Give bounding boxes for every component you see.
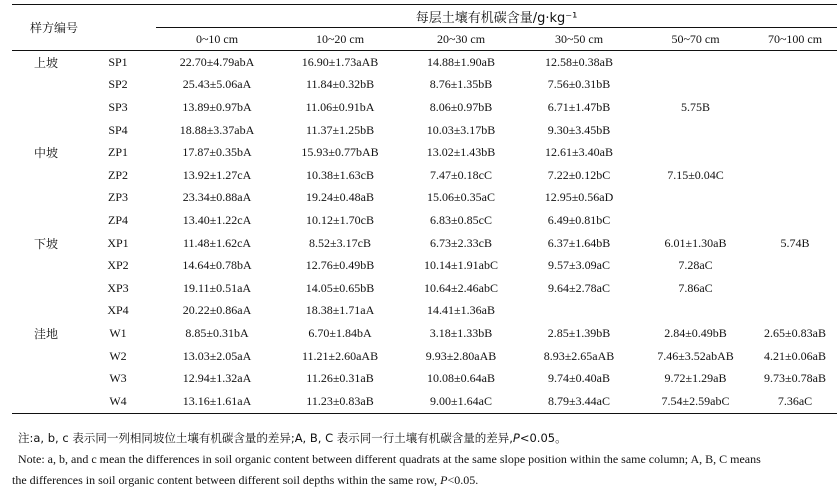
soc-value-cell: 13.40±1.22cA (182, 212, 252, 227)
table-row (12, 187, 837, 210)
table-row (12, 390, 837, 413)
table-row (12, 300, 837, 323)
table-row (12, 322, 837, 345)
quadrat-id-cell: ZP1 (108, 145, 129, 160)
slope-position-cell (12, 209, 80, 232)
soc-value-cell: 14.64±0.78bA (182, 258, 252, 273)
soc-value-cell (753, 74, 837, 97)
soc-value-cell: 6.37±1.64bB (547, 235, 611, 250)
soc-value-cell: 16.90±1.73aAB (301, 54, 379, 69)
quadrat-id-cell: SP3 (108, 99, 128, 114)
soc-value-cell (753, 300, 837, 323)
depth-header-4: 50~70 cm (671, 31, 720, 46)
soc-value-cell: 20.22±0.86aA (182, 303, 252, 318)
soc-value-cell: 8.79±3.44aC (548, 393, 610, 408)
note-en-text: the differences in soil organic content between different soil depths within the same row, (12, 473, 438, 487)
soc-group-header: 每层土壤有机碳含量/g·kg⁻¹ (156, 5, 837, 28)
soc-value-cell (753, 96, 837, 119)
table-row (12, 345, 837, 368)
slope-position-cell (12, 74, 80, 97)
quadrat-id-cell: XP3 (107, 280, 129, 295)
note-english-line1: Note: a, b, and c mean the differences in soil organic content between different quadrats at the same slope position within the same column; A, B, C means (18, 452, 761, 466)
soc-value-cell: 7.15±0.04C (667, 167, 724, 182)
soc-value-cell: 7.47±0.18cC (430, 167, 492, 182)
slope-position-cell (12, 96, 80, 119)
table-row (12, 232, 837, 255)
sample-id-header: 样方编号 (12, 5, 156, 51)
soc-value-cell: 11.06±0.91bA (305, 99, 375, 114)
slope-position-cell: 下坡 (33, 236, 58, 251)
soc-value-cell: 9.57±3.09aC (548, 258, 610, 273)
soc-value-cell: 2.85±1.39bB (547, 325, 611, 340)
slope-position-cell (12, 254, 80, 277)
soc-value-cell: 10.03±3.17bB (426, 122, 496, 137)
soc-value-cell: 9.72±1.29aB (664, 371, 727, 386)
soc-value-cell: 14.88±1.90aB (427, 54, 495, 69)
slope-position-cell (12, 345, 80, 368)
slope-position-cell (12, 277, 80, 300)
soc-value-cell: 6.70±1.84bA (308, 325, 372, 340)
soc-value-cell (638, 74, 753, 97)
note-zh-p: P (512, 431, 520, 445)
soc-value-cell (520, 300, 638, 323)
soc-value-cell: 11.37±1.25bB (305, 122, 375, 137)
table-body (12, 51, 837, 414)
table-row (12, 367, 837, 390)
soc-value-cell: 11.84±0.32bB (305, 77, 375, 92)
soc-value-cell: 9.93±2.80aAB (425, 348, 497, 363)
slope-position-cell (12, 119, 80, 142)
soc-value-cell: 13.02±1.43bB (426, 145, 496, 160)
table-row (12, 119, 837, 142)
soc-value-cell: 8.52±3.17cB (309, 235, 371, 250)
soc-value-cell: 19.24±0.48aB (306, 190, 374, 205)
soc-value-cell: 3.18±1.33bB (429, 325, 493, 340)
soc-value-cell: 22.70±4.79abA (179, 54, 255, 69)
soc-value-cell (753, 119, 837, 142)
slope-position-cell (12, 390, 80, 413)
note-zh-text: 注:a, b, c 表示同一列相同坡位土壤有机碳含量的差异;A, B, C 表示同一行土壤有机碳含量的差异, (18, 431, 513, 445)
slope-position-cell: 洼地 (33, 326, 58, 341)
note-chinese (12, 428, 834, 449)
table-notes (12, 428, 834, 491)
quadrat-id-cell: W3 (109, 371, 127, 386)
soc-value-cell: 7.56±0.31bB (547, 77, 611, 92)
table-row (12, 277, 837, 300)
depth-header-1: 10~20 cm (315, 31, 365, 46)
soc-value-cell: 12.61±3.40aB (545, 145, 613, 160)
table-row (12, 51, 837, 74)
soc-value-cell (753, 277, 837, 300)
slope-position-cell (12, 367, 80, 390)
soc-value-cell: 13.92±1.27cA (182, 167, 252, 182)
soc-value-cell: 6.83±0.85cC (430, 212, 492, 227)
soc-value-cell: 17.87±0.35bA (182, 145, 252, 160)
soc-value-cell: 10.12±1.70cB (306, 212, 374, 227)
soc-value-cell: 6.71±1.47bB (547, 99, 611, 114)
slope-position-cell (12, 300, 80, 323)
soc-value-cell: 7.54±2.59abC (661, 393, 730, 408)
soc-value-cell (753, 164, 837, 187)
soc-value-cell: 7.22±0.12bC (547, 167, 611, 182)
quadrat-id-cell: ZP3 (108, 190, 129, 205)
soc-value-cell: 6.49±0.81bC (547, 212, 611, 227)
note-en-p: P (440, 473, 448, 487)
table-row (12, 141, 837, 164)
soc-value-cell: 10.14±1.91abC (424, 258, 498, 273)
soc-value-cell: 13.89±0.97bA (182, 99, 252, 114)
quadrat-id-cell: SP2 (108, 77, 128, 92)
soc-value-cell (753, 141, 837, 164)
table-row (12, 209, 837, 232)
soc-value-cell (753, 254, 837, 277)
soc-value-cell: 2.65±0.83aB (764, 325, 826, 340)
soc-value-cell: 11.23±0.83aB (306, 393, 374, 408)
quadrat-id-cell: ZP2 (108, 167, 129, 182)
depth-header-2: 20~30 cm (436, 31, 486, 46)
soc-value-cell (638, 119, 753, 142)
soc-value-cell (753, 209, 837, 232)
soc-value-cell: 4.21±0.06aB (764, 348, 826, 363)
soc-value-cell (638, 300, 753, 323)
soc-value-cell: 10.08±0.64aB (427, 371, 495, 386)
soc-value-cell: 7.28aC (678, 258, 713, 273)
soc-value-cell (638, 141, 753, 164)
soc-value-cell (638, 187, 753, 210)
soc-value-cell: 9.74±0.40aB (548, 371, 610, 386)
soc-value-cell: 12.76±0.49bB (305, 258, 375, 273)
quadrat-id-cell: SP4 (108, 122, 128, 137)
soc-value-cell: 15.93±0.77bAB (301, 145, 379, 160)
soc-value-cell: 11.48±1.62cA (182, 235, 252, 250)
soc-value-cell: 5.74B (780, 235, 810, 250)
table-row (12, 254, 837, 277)
soc-value-cell: 9.64±2.78aC (548, 280, 610, 295)
slope-position-cell: 中坡 (33, 146, 58, 161)
soc-value-cell: 7.86aC (678, 280, 713, 295)
soc-value-cell: 6.73±2.33cB (430, 235, 492, 250)
soc-value-cell: 2.84±0.49bB (664, 325, 727, 340)
table-row (12, 96, 837, 119)
soc-value-cell: 13.03±2.05aA (182, 348, 252, 363)
soc-value-cell: 7.36aC (777, 393, 813, 408)
soc-value-cell: 13.16±1.61aA (182, 393, 252, 408)
soc-value-cell: 5.75B (681, 99, 711, 114)
soc-value-cell: 18.88±3.37abA (179, 122, 255, 137)
soc-value-cell: 10.64±2.46abC (424, 280, 498, 295)
soc-value-cell: 12.58±0.38aB (545, 54, 613, 69)
soc-value-cell: 12.94±1.32aA (182, 371, 252, 386)
soc-value-cell: 6.01±1.30aB (664, 235, 727, 250)
soc-value-cell: 8.06±0.97bB (429, 99, 493, 114)
slope-position-cell (12, 187, 80, 210)
soc-value-cell: 19.11±0.51aA (182, 280, 252, 295)
soc-value-cell: 11.26±0.31aB (306, 371, 374, 386)
quadrat-id-cell: W1 (109, 325, 127, 340)
depth-header-3: 30~50 cm (554, 31, 604, 46)
depth-header-5: 70~100 cm (767, 31, 823, 46)
soc-value-cell (753, 187, 837, 210)
soc-value-cell: 10.38±1.63cB (306, 167, 374, 182)
soc-value-cell: 12.95±0.56aD (544, 190, 614, 205)
soc-value-cell: 23.34±0.88aA (182, 190, 252, 205)
table-row (12, 74, 837, 97)
soc-value-cell (638, 209, 753, 232)
note-zh-suffix: <0.05。 (519, 431, 567, 445)
quadrat-id-cell: XP4 (107, 303, 129, 318)
soc-value-cell (753, 51, 837, 74)
soil-carbon-table-container (12, 4, 837, 414)
soc-value-cell: 9.30±3.45bB (547, 122, 611, 137)
soc-value-cell: 8.76±1.35bB (429, 77, 493, 92)
quadrat-id-cell: SP1 (108, 54, 128, 69)
quadrat-id-cell: W2 (109, 348, 127, 363)
slope-position-cell (12, 164, 80, 187)
quadrat-id-cell: XP2 (107, 258, 129, 273)
soil-carbon-table (12, 4, 837, 414)
soc-value-cell: 9.73±0.78aB (764, 371, 826, 386)
depth-header-0: 0~10 cm (195, 31, 239, 46)
soc-value-cell: 8.93±2.65aAB (543, 348, 615, 363)
note-en-suffix: <0.05. (447, 473, 479, 487)
soc-value-cell: 15.06±0.35aC (427, 190, 495, 205)
quadrat-id-cell: XP1 (107, 235, 129, 250)
quadrat-id-cell: W4 (109, 393, 127, 408)
quadrat-id-cell: ZP4 (108, 212, 129, 227)
note-english-line2 (12, 470, 834, 491)
soc-value-cell: 7.46±3.52abAB (657, 348, 734, 363)
soc-value-cell: 14.05±0.65bB (305, 280, 375, 295)
slope-position-cell: 上坡 (33, 55, 58, 70)
soc-value-cell: 11.21±2.60aAB (301, 348, 379, 363)
soc-value-cell: 9.00±1.64aC (430, 393, 492, 408)
soc-value-cell: 18.38±1.71aA (305, 303, 375, 318)
soc-value-cell: 25.43±5.06aA (182, 77, 252, 92)
soc-value-cell: 8.85±0.31bA (185, 325, 249, 340)
table-row (12, 164, 837, 187)
soc-value-cell (638, 51, 753, 74)
soc-value-cell: 14.41±1.36aB (427, 303, 495, 318)
